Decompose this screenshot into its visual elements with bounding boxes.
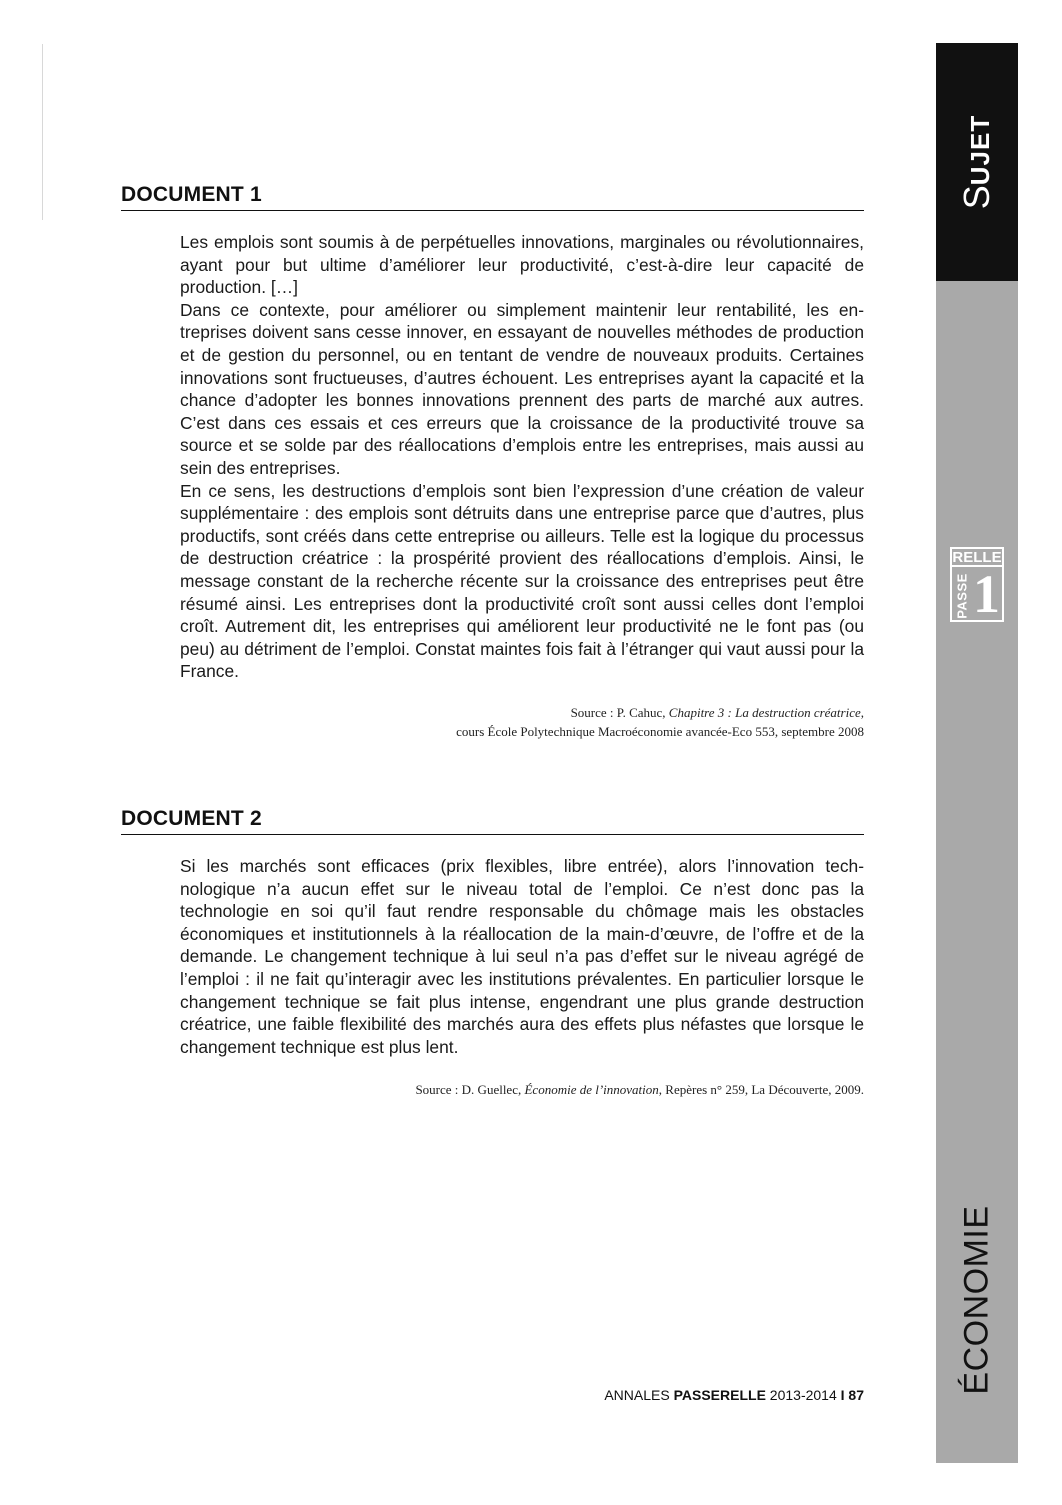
page-footer: ANNALES PASSERELLE 2013-2014 I 87 — [604, 1387, 864, 1403]
page-number: 87 — [844, 1387, 864, 1403]
document1-body — [180, 231, 864, 683]
document2-heading: DOCUMENT 2 — [121, 806, 864, 835]
document1-paragraph: En ce sens, les destructions d’emplois sont bien l’expression d’une création de valeur supplémentaire : des emplois sont détruits dans une entreprise parce que d’autres, plus productifs, sont créés dans cette entreprise ou ailleurs. Telle est la logique du processus de destruction créatrice : la prospérité provient des réallocations d’emplois. Ainsi, le message constant de la recherche récente sur la croissance des entreprises peut être résumé ainsi. Les entreprises dont la productivité croît sont aussi celles dont l’emploi croît. Autrement dit, les entreprises qui améliorent leur productivité ne le font pas (ou peu) au détriment de l’emploi. Constat maintes fois fait à l’étranger qui vaut aussi pour la France. — [180, 480, 864, 682]
document1-heading: DOCUMENT 1 — [121, 182, 864, 211]
document1-paragraph: Dans ce contexte, pour améliorer ou simplement maintenir leur rentabilité, les entreprises doivent sans cesse innover, en essayant de nouvelles méthodes de production et de gestion du personnel, ou en tentant de vendre de nouveaux produits. Certaines innovations sont fructueuses, d’autres échouent. Les entreprises ayant la capacité et la chance d’adopter les bonnes innovations prennent des parts de marché aux autres. C’est dans ces essais et ces erreurs que la croissance de la productivité trouve sa source et se solde par des réallocations d’emplois entre les entreprises, mais aussi au sein des entreprises. — [180, 299, 864, 478]
side-tab-economie: ÉCONOMIE — [957, 1205, 996, 1395]
document1-paragraph: Les emplois sont soumis à de perpétuelles innovations, marginales ou révolutionnaires, ayant pour but ultime d’améliorer leur productivité, c’est-à-dire leur capacité de production. […] — [180, 232, 864, 298]
document2-body — [180, 855, 864, 1058]
sujet-label: SUJET — [956, 114, 997, 210]
logo-relle: RELLE — [952, 549, 1002, 566]
passerelle-logo — [950, 547, 1004, 622]
logo-passe: PASSE — [954, 573, 970, 619]
document2-source: Source : D. Guellec, Économie de l’innovation, Repères n° 259, La Découverte, 2009. — [415, 1082, 864, 1097]
margin-rule — [42, 44, 43, 220]
document1-source: Source : P. Cahuc, Chapitre 3 : La destruction créatrice, cours École Polytechnique Macroéconomie avancée-Eco 553, septembre 2008 — [456, 705, 864, 739]
side-tab-sujet — [936, 43, 1018, 281]
document2-paragraph: Si les marchés sont efficaces (prix flexibles, libre entrée), alors l’innovation technologique n’a aucun effet sur le niveau total de l’emploi. Ce n’est donc pas la technologie en soi qu’il faut rendre responsable du chômage mais les obstacles économiques et institutionnels à la réallocation de la main-d’œuvre, de l’offre et de la demande. Le changement technique à lui seul n’a pas d’effet sur le niveau agrégé de l’emploi : il ne fait qu’interagir avec les institutions prévalentes. En particulier lorsque le changement technique se fait plus intense, engendrant une plus grande destruction créatrice, une faible flexibilité des marchés aura des effets plus néfastes que lorsque le changement technique est plus lent. — [180, 856, 864, 1057]
logo-number: 1 — [973, 564, 1000, 624]
